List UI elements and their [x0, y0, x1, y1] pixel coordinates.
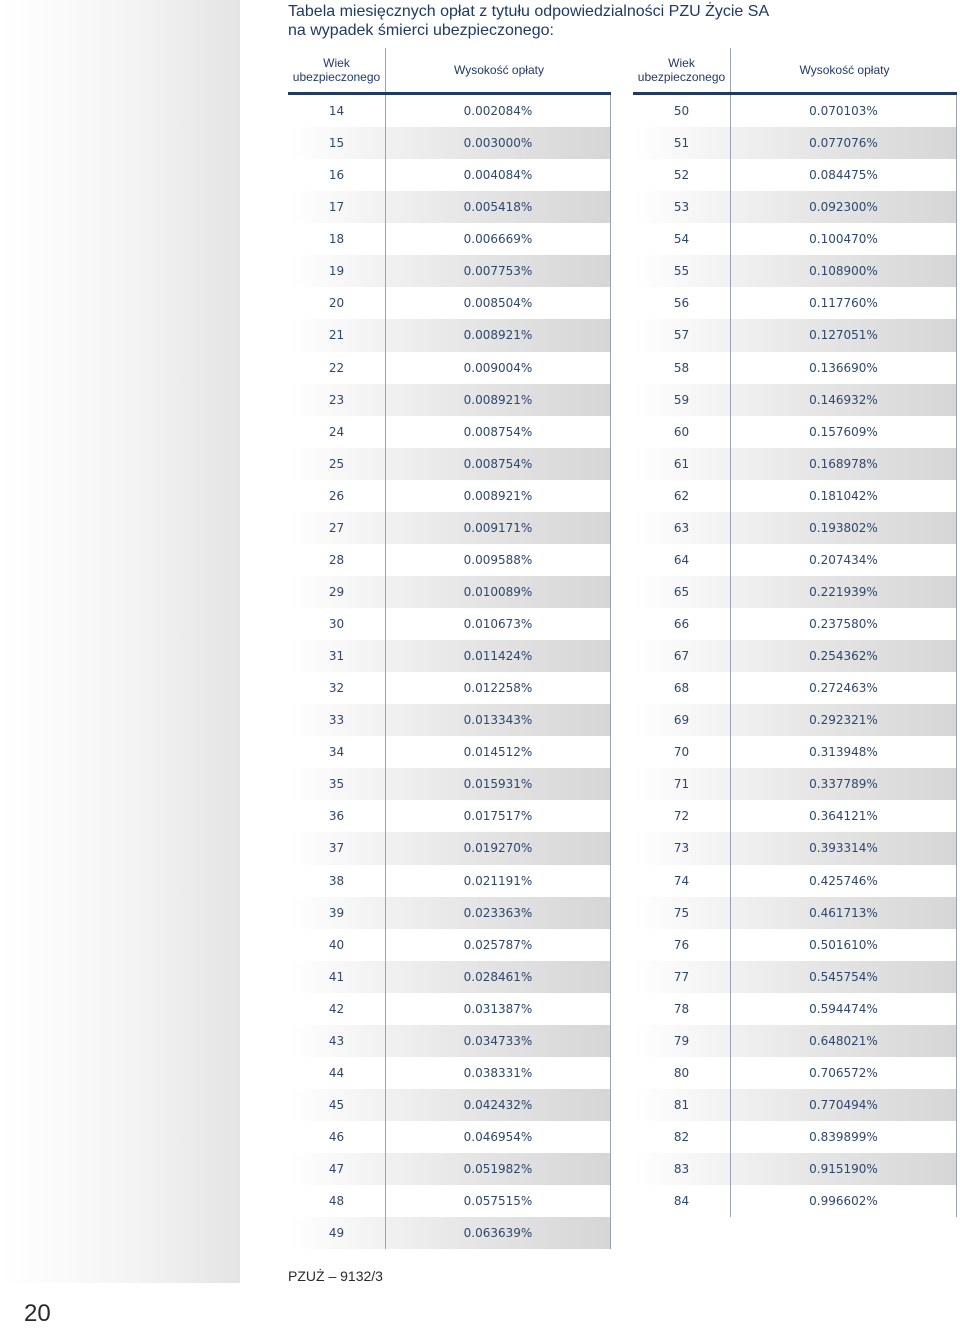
table-row	[288, 448, 610, 480]
age-cell: 67	[633, 640, 731, 672]
table-row	[633, 640, 956, 672]
page-number: 20	[24, 1300, 51, 1327]
table-row	[633, 223, 956, 255]
table-title	[288, 2, 769, 40]
age-cell: 44	[288, 1057, 386, 1089]
fee-cell: 0.272463%	[809, 681, 878, 696]
age-cell: 66	[633, 608, 731, 640]
table-row	[288, 993, 610, 1025]
age-cell: 38	[288, 865, 386, 897]
age-cell: 22	[288, 352, 386, 384]
age-cell: 24	[288, 416, 386, 448]
fee-cell: 0.915190%	[809, 1162, 878, 1177]
fee-cell: 0.461713%	[809, 905, 878, 920]
fee-cell: 0.008504%	[463, 296, 533, 311]
table-row	[288, 1057, 610, 1089]
table-row	[288, 1089, 610, 1121]
fee-cell: 0.706572%	[809, 1065, 878, 1080]
table-row	[633, 319, 956, 351]
age-cell: 69	[633, 704, 731, 736]
table-row	[633, 865, 956, 897]
fee-cell: 0.008754%	[463, 456, 533, 471]
age-cell: 48	[288, 1185, 386, 1217]
fee-cell: 0.545754%	[809, 969, 878, 984]
fee-cell: 0.009588%	[463, 552, 533, 567]
table-row	[288, 512, 610, 544]
table-row	[633, 736, 956, 768]
fee-cell: 0.008754%	[463, 424, 533, 439]
age-cell: 23	[288, 384, 386, 416]
fee-cell: 0.015931%	[463, 777, 533, 792]
age-cell: 58	[633, 352, 731, 384]
table-row	[288, 576, 610, 608]
age-cell: 72	[633, 800, 731, 832]
age-cell: 82	[633, 1121, 731, 1153]
fee-cell: 0.070103%	[809, 104, 878, 119]
table-row	[633, 704, 956, 736]
table-row	[633, 672, 956, 704]
fee-cell: 0.136690%	[809, 360, 878, 375]
table-row	[288, 95, 610, 127]
table-row	[288, 255, 610, 287]
table-row	[288, 929, 610, 961]
header-fee: Wysokość opłaty	[454, 63, 544, 77]
fee-cell: 0.028461%	[463, 969, 533, 984]
age-cell: 30	[288, 608, 386, 640]
header-divider	[385, 48, 386, 92]
table-row	[288, 223, 610, 255]
fee-cell: 0.011424%	[463, 649, 533, 664]
table-row	[288, 1185, 610, 1217]
age-cell: 29	[288, 576, 386, 608]
table-row	[288, 544, 610, 576]
age-cell: 52	[633, 159, 731, 191]
table-row	[633, 897, 956, 929]
table-row	[288, 832, 610, 864]
age-cell: 41	[288, 961, 386, 993]
age-cell: 53	[633, 191, 731, 223]
fee-cell: 0.839899%	[809, 1130, 878, 1145]
age-cell: 79	[633, 1025, 731, 1057]
fee-cell: 0.013343%	[463, 713, 533, 728]
table-row	[633, 576, 956, 608]
fee-cell: 0.034733%	[463, 1033, 533, 1048]
fee-cell: 0.014512%	[463, 745, 533, 760]
fee-cell: 0.038331%	[463, 1065, 533, 1080]
age-cell: 70	[633, 736, 731, 768]
table-header	[288, 48, 611, 95]
table-row	[633, 1185, 956, 1217]
fee-cell: 0.168978%	[809, 456, 878, 471]
fee-cell: 0.770494%	[809, 1097, 878, 1112]
fee-cell: 0.008921%	[463, 488, 533, 503]
fee-cell: 0.010673%	[463, 617, 533, 632]
table-row	[633, 1025, 956, 1057]
age-cell: 84	[633, 1185, 731, 1217]
age-cell: 61	[633, 448, 731, 480]
age-cell: 19	[288, 255, 386, 287]
age-cell: 74	[633, 865, 731, 897]
fee-cell: 0.254362%	[809, 649, 878, 664]
table-row	[288, 865, 610, 897]
table-row	[633, 352, 956, 384]
age-cell: 34	[288, 736, 386, 768]
table-row	[633, 1121, 956, 1153]
age-cell: 78	[633, 993, 731, 1025]
table-row	[633, 1089, 956, 1121]
header-divider	[730, 48, 731, 92]
fee-cell: 0.008921%	[463, 328, 533, 343]
fee-cell: 0.046954%	[463, 1130, 533, 1145]
age-cell: 46	[288, 1121, 386, 1153]
fee-cell: 0.237580%	[809, 617, 878, 632]
age-cell: 54	[633, 223, 731, 255]
age-cell: 39	[288, 897, 386, 929]
table-row	[288, 319, 610, 351]
age-cell: 65	[633, 576, 731, 608]
fee-cell: 0.009171%	[463, 520, 533, 535]
table-row	[633, 832, 956, 864]
fee-cell: 0.008921%	[463, 392, 533, 407]
fee-cell: 0.084475%	[809, 168, 878, 183]
fee-cell: 0.193802%	[809, 520, 878, 535]
age-cell: 43	[288, 1025, 386, 1057]
table-row	[288, 1217, 610, 1249]
age-cell: 81	[633, 1089, 731, 1121]
table-row	[633, 993, 956, 1025]
age-cell: 80	[633, 1057, 731, 1089]
table-row	[288, 1153, 610, 1185]
age-cell: 77	[633, 961, 731, 993]
fee-cell: 0.017517%	[463, 809, 533, 824]
table-body	[288, 95, 611, 1249]
age-cell: 37	[288, 832, 386, 864]
age-cell: 55	[633, 255, 731, 287]
table-row	[633, 384, 956, 416]
fee-cell: 0.021191%	[463, 873, 533, 888]
table-row	[288, 416, 610, 448]
table-row	[633, 416, 956, 448]
fee-cell: 0.051982%	[463, 1162, 533, 1177]
age-cell: 73	[633, 832, 731, 864]
table-row	[288, 352, 610, 384]
age-cell: 28	[288, 544, 386, 576]
age-cell: 59	[633, 384, 731, 416]
table-row	[288, 640, 610, 672]
fee-cell: 0.157609%	[809, 424, 878, 439]
table-row	[288, 736, 610, 768]
header-age: Wiek ubezpieczonego	[637, 56, 726, 84]
table-row	[288, 1025, 610, 1057]
fee-cell: 0.117760%	[809, 296, 878, 311]
table-row	[633, 448, 956, 480]
fee-cell: 0.063639%	[463, 1226, 533, 1241]
age-cell: 76	[633, 929, 731, 961]
side-gradient-band	[0, 0, 240, 1283]
fee-cell: 0.031387%	[463, 1001, 533, 1016]
age-cell: 14	[288, 95, 386, 127]
table-body	[633, 95, 957, 1217]
table-row	[288, 704, 610, 736]
fee-cell: 0.648021%	[809, 1033, 878, 1048]
table-header	[633, 48, 957, 95]
fee-cell: 0.364121%	[809, 809, 878, 824]
fee-cell: 0.010089%	[463, 584, 533, 599]
table-row	[633, 159, 956, 191]
age-cell: 31	[288, 640, 386, 672]
age-cell: 42	[288, 993, 386, 1025]
age-cell: 45	[288, 1089, 386, 1121]
fee-cell: 0.127051%	[809, 328, 878, 343]
table-row	[633, 255, 956, 287]
age-cell: 17	[288, 191, 386, 223]
fee-cell: 0.012258%	[463, 681, 533, 696]
fee-cell: 0.393314%	[809, 841, 878, 856]
table-row	[633, 480, 956, 512]
age-cell: 83	[633, 1153, 731, 1185]
fee-cell: 0.221939%	[809, 584, 878, 599]
fee-cell: 0.181042%	[809, 488, 878, 503]
fee-cell: 0.077076%	[809, 136, 878, 151]
table-row	[633, 544, 956, 576]
table-row	[288, 191, 610, 223]
age-cell: 32	[288, 672, 386, 704]
fee-cell: 0.996602%	[809, 1194, 878, 1209]
age-cell: 18	[288, 223, 386, 255]
table-row	[288, 768, 610, 800]
table-row	[288, 384, 610, 416]
table-row	[633, 961, 956, 993]
age-cell: 75	[633, 897, 731, 929]
age-cell: 15	[288, 127, 386, 159]
fee-cell: 0.006669%	[463, 232, 533, 247]
age-cell: 26	[288, 480, 386, 512]
age-cell: 62	[633, 480, 731, 512]
fee-cell: 0.005418%	[463, 200, 533, 215]
fee-cell: 0.146932%	[809, 392, 878, 407]
table-row	[633, 127, 956, 159]
header-fee: Wysokość opłaty	[799, 63, 890, 77]
age-cell: 71	[633, 768, 731, 800]
fee-cell: 0.092300%	[809, 200, 878, 215]
document-code: PZUŻ – 9132/3	[288, 1268, 383, 1284]
age-cell: 57	[633, 319, 731, 351]
age-cell: 20	[288, 287, 386, 319]
table-row	[288, 480, 610, 512]
table-row	[288, 127, 610, 159]
fee-cell: 0.425746%	[809, 873, 878, 888]
fee-cell: 0.019270%	[463, 841, 533, 856]
age-cell: 64	[633, 544, 731, 576]
table-row	[633, 95, 956, 127]
table-row	[633, 608, 956, 640]
table-row	[633, 1153, 956, 1185]
age-cell: 40	[288, 929, 386, 961]
title-line-2: na wypadek śmierci ubezpieczonego:	[288, 22, 554, 39]
table-row	[633, 191, 956, 223]
age-cell: 27	[288, 512, 386, 544]
age-cell: 33	[288, 704, 386, 736]
fee-cell: 0.025787%	[463, 937, 533, 952]
fee-cell: 0.042432%	[463, 1097, 533, 1112]
fee-cell: 0.313948%	[809, 745, 878, 760]
table-row	[288, 608, 610, 640]
fee-cell: 0.007753%	[463, 264, 533, 279]
fee-cell: 0.501610%	[809, 937, 878, 952]
fee-table-right	[633, 48, 957, 1217]
age-cell: 60	[633, 416, 731, 448]
table-row	[288, 1121, 610, 1153]
table-row	[288, 159, 610, 191]
age-cell: 36	[288, 800, 386, 832]
fee-cell: 0.004084%	[463, 168, 533, 183]
title-line-1: Tabela miesięcznych opłat z tytułu odpowiedzialności PZU Życie SA	[288, 3, 770, 20]
fee-cell: 0.003000%	[463, 136, 533, 151]
fee-cell: 0.057515%	[463, 1194, 533, 1209]
table-row	[288, 287, 610, 319]
table-row	[633, 800, 956, 832]
table-row	[288, 672, 610, 704]
fee-cell: 0.100470%	[809, 232, 878, 247]
age-cell: 50	[633, 95, 731, 127]
age-cell: 51	[633, 127, 731, 159]
fee-cell: 0.207434%	[809, 552, 878, 567]
age-cell: 56	[633, 287, 731, 319]
table-row	[633, 929, 956, 961]
fee-cell: 0.023363%	[463, 905, 533, 920]
age-cell: 21	[288, 319, 386, 351]
table-row	[288, 800, 610, 832]
age-cell: 63	[633, 512, 731, 544]
table-row	[288, 961, 610, 993]
table-row	[633, 768, 956, 800]
fee-cell: 0.108900%	[809, 264, 878, 279]
fee-table-left	[288, 48, 611, 1249]
table-row	[288, 897, 610, 929]
table-row	[633, 512, 956, 544]
fee-cell: 0.009004%	[463, 360, 533, 375]
age-cell: 68	[633, 672, 731, 704]
table-row	[633, 287, 956, 319]
age-cell: 49	[288, 1217, 386, 1249]
age-cell: 25	[288, 448, 386, 480]
age-cell: 47	[288, 1153, 386, 1185]
header-age: Wiek ubezpieczonego	[292, 56, 381, 84]
fee-cell: 0.292321%	[809, 713, 878, 728]
fee-cell: 0.337789%	[809, 777, 878, 792]
age-cell: 16	[288, 159, 386, 191]
fee-cell: 0.002084%	[463, 104, 533, 119]
fee-cell: 0.594474%	[809, 1001, 878, 1016]
age-cell: 35	[288, 768, 386, 800]
table-row	[633, 1057, 956, 1089]
